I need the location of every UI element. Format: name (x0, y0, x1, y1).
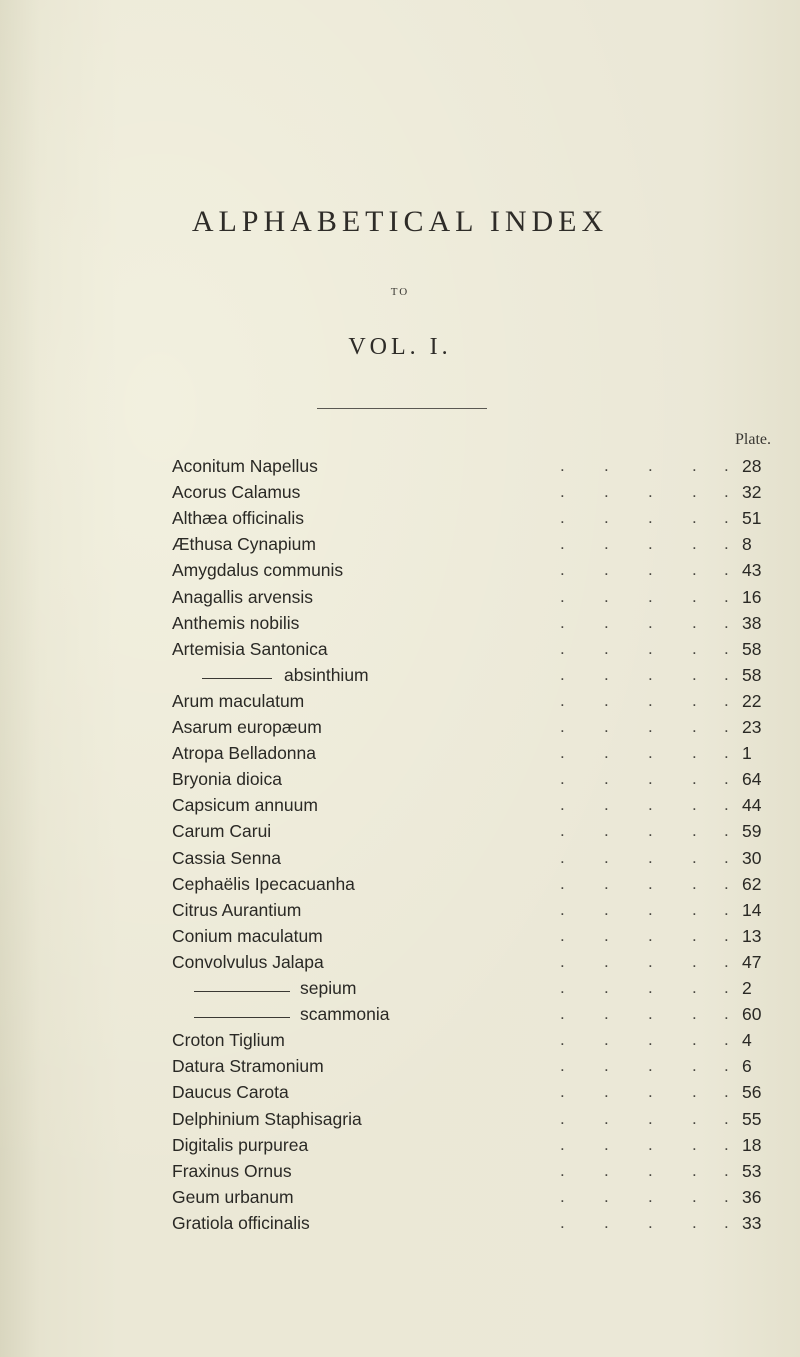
index-entry: Fraxinus Ornus . . . . . 53 (0, 1161, 800, 1187)
ditto-dash (194, 991, 290, 992)
entry-name: Geum urbanum (172, 1186, 294, 1207)
entry-name: sepium (300, 978, 357, 998)
entry-name: Cephaëlis Ipecacuanha (172, 873, 355, 894)
plate-column-heading: Plate. (735, 431, 771, 448)
entry-name: Anthemis nobilis (172, 612, 300, 633)
entry-name: Datura Stramonium (172, 1056, 324, 1077)
entry-plate-number: 16 (742, 586, 762, 607)
entry-plate-number: 30 (742, 847, 762, 868)
index-entry: Artemisia Santonica . . . . . 58 (0, 639, 800, 665)
ditto-dash (194, 1017, 290, 1018)
entry-plate-number: 36 (742, 1186, 762, 1207)
entry-name: Æthusa Cynapium (172, 534, 316, 555)
entry-plate-number: 4 (742, 1030, 752, 1051)
entry-name: Citrus Aurantium (172, 899, 302, 920)
entry-name: Gratiola officinalis (172, 1212, 310, 1233)
entry-plate-number: 22 (742, 690, 762, 711)
index-entry: Althæa officinalis . . . . . 51 (0, 508, 800, 534)
index-entry: Conium maculatum . . . . . 13 (0, 926, 800, 952)
entry-plate-number: 53 (742, 1160, 762, 1181)
index-entry: Bryonia dioica . . . . . 64 (0, 769, 800, 795)
entry-plate-number: 56 (742, 1082, 762, 1103)
entry-name: Artemisia Santonica (172, 638, 328, 659)
entry-name: Acorus Calamus (172, 482, 301, 503)
entry-plate-number: 2 (742, 978, 752, 998)
entry-name: Aconitum Napellus (172, 456, 318, 476)
index-entry: Anthemis nobilis . . . . . 38 (0, 613, 800, 639)
entry-name: Conium maculatum (172, 925, 323, 946)
index-entry: Cephaëlis Ipecacuanha . . . . . 62 (0, 874, 800, 900)
entry-plate-number: 28 (742, 456, 762, 476)
entry-name: Amygdalus communis (172, 560, 344, 581)
index-entry: Cassia Senna . . . . . 30 (0, 848, 800, 874)
entry-plate-number: 58 (742, 638, 762, 659)
entry-name: Delphinium Staphisagria (172, 1108, 362, 1129)
entry-plate-number: 47 (742, 951, 762, 972)
index-entry: Asarum europæum . . . . . 23 (0, 717, 800, 743)
entry-name: Atropa Belladonna (172, 743, 316, 764)
entry-name: Daucus Carota (172, 1082, 289, 1103)
entry-name: Anagallis arvensis (172, 586, 314, 607)
index-entry: Gratiola officinalis . . . . . 33 (0, 1213, 800, 1239)
entry-name: Cassia Senna (172, 847, 281, 868)
entry-plate-number: 51 (742, 508, 762, 529)
entry-plate-number: 43 (742, 560, 762, 581)
entry-plate-number: 14 (742, 899, 762, 920)
entry-plate-number: 55 (742, 1108, 762, 1129)
entry-name: Carum Carui (172, 821, 272, 842)
entry-plate-number: 59 (742, 821, 762, 842)
index-entry: scammonia . . . . . 60 (0, 1004, 800, 1030)
entry-name: Digitalis purpurea (172, 1134, 309, 1155)
index-entry: Carum Carui . . . . . 59 (0, 821, 800, 847)
index-entry: Capsicum annuum . . . . . 44 (0, 795, 800, 821)
entry-name: Asarum europæum (172, 717, 322, 737)
entry-plate-number: 58 (742, 664, 762, 685)
entry-name: Fraxinus Ornus (172, 1160, 292, 1181)
index-entry: Convolvulus Jalapa . . . . . 47 (0, 952, 800, 978)
entry-plate-number: 64 (742, 769, 762, 790)
entry-name: Convolvulus Jalapa (172, 951, 324, 972)
entry-name: Arum maculatum (172, 690, 305, 711)
entry-plate-number: 32 (742, 482, 762, 503)
index-entry: sepium . . . . . 2 (0, 978, 800, 1004)
divider-rule (317, 408, 487, 409)
entry-name: Capsicum annuum (172, 795, 318, 816)
index-entry: Amygdalus communis . . . . . 43 (0, 560, 800, 586)
entry-plate-number: 8 (742, 534, 752, 555)
index-entry: Daucus Carota . . . . . 56 (0, 1082, 800, 1108)
entry-plate-number: 44 (742, 795, 762, 816)
entry-name: Bryonia dioica (172, 769, 282, 790)
entry-plate-number: 62 (742, 873, 762, 894)
index-entry: Geum urbanum . . . . . 36 (0, 1187, 800, 1213)
index-entry: Arum maculatum . . . . . 22 (0, 691, 800, 717)
index-entry: Æthusa Cynapium . . . . . 8 (0, 534, 800, 560)
entry-plate-number: 23 (742, 717, 762, 737)
index-entry: Croton Tiglium . . . . . 4 (0, 1030, 800, 1056)
entry-plate-number: 6 (742, 1056, 752, 1077)
ditto-dash (202, 678, 272, 679)
index-entry: Anagallis arvensis . . . . . 16 (0, 587, 800, 613)
index-entry: Delphinium Staphisagria . . . . . 55 (0, 1109, 800, 1135)
index-entry: Acorus Calamus . . . . . 32 (0, 482, 800, 508)
entry-name: absinthium (284, 664, 369, 685)
entry-plate-number: 1 (742, 743, 752, 764)
index-entry: Citrus Aurantium . . . . . 14 (0, 900, 800, 926)
entry-plate-number: 13 (742, 925, 762, 946)
entry-name: Croton Tiglium (172, 1030, 285, 1051)
index-entry: Datura Stramonium . . . . . 6 (0, 1056, 800, 1082)
index-entry: Atropa Belladonna . . . . . 1 (0, 743, 800, 769)
volume-label: VOL. I. (348, 334, 452, 360)
entry-name: scammonia (300, 1004, 390, 1025)
index-entry: Aconitum Napellus . . . . . 28 (0, 456, 800, 482)
entry-name: Althæa officinalis (172, 508, 304, 529)
index-entry: absinthium . . . . . 58 (0, 665, 800, 691)
index-title: ALPHABETICAL INDEX (191, 205, 609, 238)
entry-plate-number: 33 (742, 1212, 762, 1233)
entry-plate-number: 38 (742, 612, 762, 633)
index-subtitle-to: TO (390, 286, 410, 298)
index-entry: Digitalis purpurea . . . . . 18 (0, 1135, 800, 1161)
entry-plate-number: 18 (742, 1134, 762, 1155)
entry-plate-number: 60 (742, 1004, 762, 1025)
